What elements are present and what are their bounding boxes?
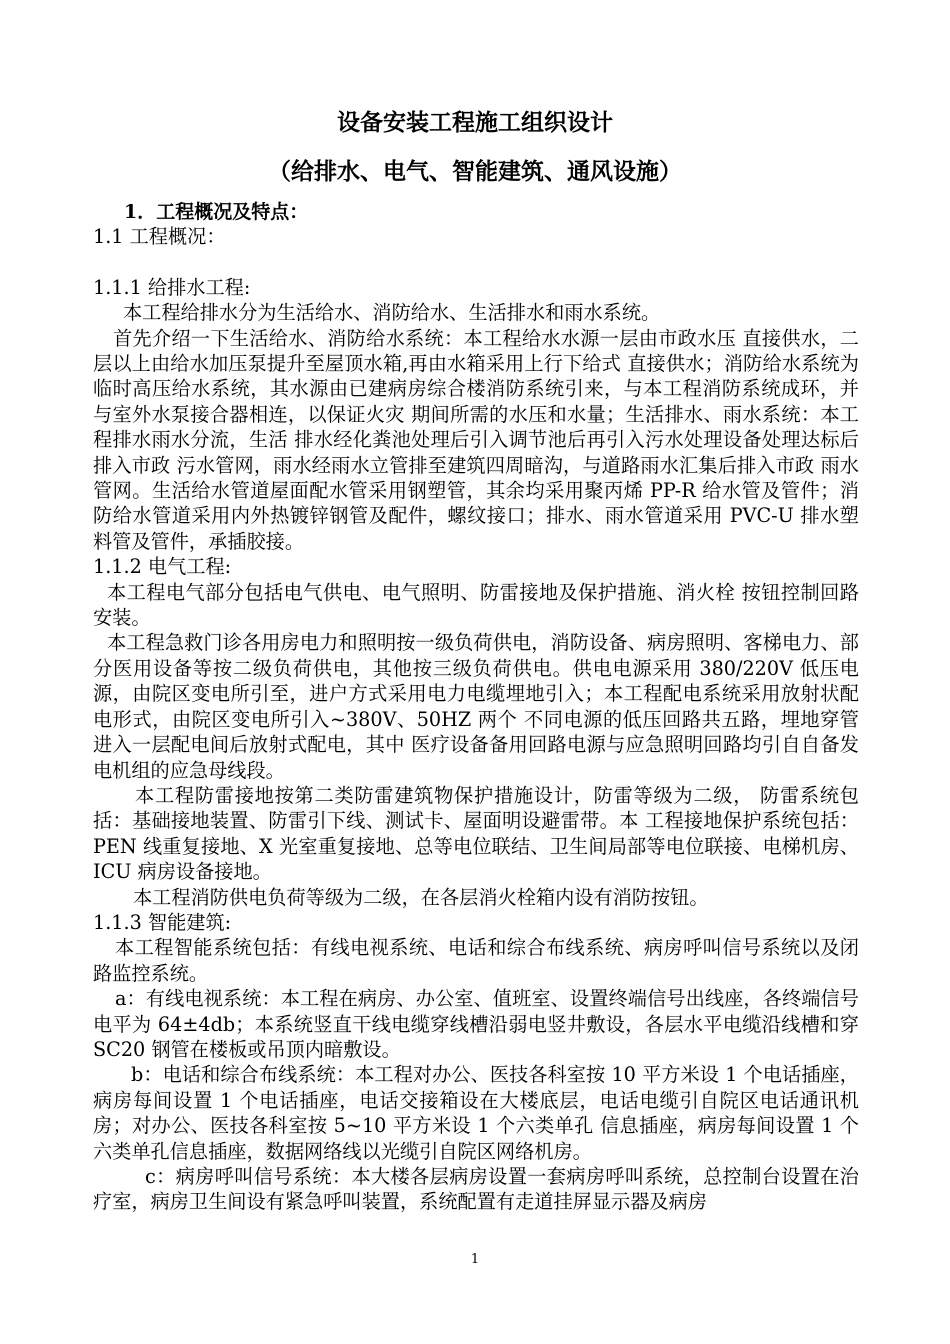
document-title: 设备安装工程施工组织设计 [337, 109, 613, 136]
plumbing-heading: 1.1.1 给排水工程: [93, 275, 251, 299]
electrical-heading: 1.1.2 电气工程: [93, 555, 232, 579]
subsection-heading: 1.1 工程概况： [93, 225, 226, 248]
plumbing-detail-paragraph: 首先介绍一下生活给水、消防给水系统：本工程给水水源一层由市政水压 直接供水，二层以上由给水加压泵提升至屋顶水箱,再由水箱采用上行下给式 直接供水；消防给水系统为临时高压给水系统，其水源由已建病房综合楼消防系统引来，与本工程消防系统成环，并与室外水泵接合器相连，以保证火灾 期间所需的水压和水量；生活排水、雨水系统：本工程排水雨水分流，生活 排水经化粪池处理后引入调节池后再引入污水处理设备处理达标后排入市政 污水管网，雨水经雨水立管排至建筑四周暗沟，与道路雨水汇集后排入市政 雨水管网。生活给水管道屋面配水管采用钢塑管，其余均采用聚丙烯 PP-R 给水管及管件；消防给水管道采用内外热镀锌钢管及配件，螺纹接口；排水、雨水管道采用 PVC-U 排水塑料管及管件，承插胶接。 [93, 326, 859, 553]
cable-tv-paragraph: a：有线电视系统：本工程在病房、办公室、值班室、设置终端信号出线座，各终端信号电平为 64±4db；本系统竖直干线电缆穿线槽沿弱电竖井敷设，各层水平电缆沿线槽和穿 SC20 钢管在楼板或吊顶内暗敷设。 [93, 987, 859, 1061]
lightning-protection-paragraph: 本工程防雷接地按第二类防雷建筑物保护措施设计，防雷等级为二级， 防雷系统包括：基础接地装置、防雷引下线、测试卡、屋面明设避雷带。本 工程接地保护系统包括：PEN 线重复接地、X 光室重复接地、总等电位联结、卫生间局部等电位联接、电梯机房、ICU 病房设备接地。 [93, 783, 859, 884]
document-body [93, 224, 859, 1215]
nurse-call-paragraph: c：病房呼叫信号系统：本大楼各层病房设置一套病房呼叫系统，总控制台设置在治疗室，病房卫生间设有紧急呼叫装置，系统配置有走道挂屏显示器及病房 [93, 1165, 859, 1214]
electrical-load-paragraph: 本工程急救门诊各用房电力和照明按一级负荷供电，消防设备、病房照明、客梯电力、部分医用设备等按二级负荷供电，其他按三级负荷供电。供电电源采用 380/220V 低压电源，由院区变电所引至，进户方式采用电力电缆埋地引入；本工程配电系统采用放射状配电形式，由院区变电所引入~380V、50HZ 两个 不同电源的低压回路共五路，埋地穿管进入一层配电间后放射式配电，其中 医疗设备备用回路电源与应急照明回路均引自自备发电机组的应急母线段。 [93, 631, 859, 782]
document-subtitle: （给排水、电气、智能建筑、通风设施） [268, 158, 682, 185]
fire-power-paragraph: 本工程消防供电负荷等级为二级，在各层消火栓箱内设有消防按钮。 [133, 885, 709, 909]
telephone-cabling-paragraph: b：电话和综合布线系统：本工程对办公、医技各科室按 10 平方米设 1 个电话插座，病房每间设置 1 个电话插座，电话交接箱设在大楼底层，电话电缆引自院区电话通讯机房；对办公、医技各科室按 5~10 平方米设 1 个六类单孔 信息插座，病房每间设置 1 个六类单孔信息插座，数据网络线以光缆引自院区网络机房。 [93, 1063, 859, 1163]
intelligent-building-heading: 1.1.3 智能建筑: [93, 910, 232, 934]
plumbing-intro-paragraph: 本工程给排水分为生活给水、消防给水、生活排水和雨水系统。 [123, 301, 661, 325]
intelligent-scope-paragraph: 本工程智能系统包括：有线电视系统、电话和综合布线系统、病房呼叫信号系统以及闭路监控系统。 [93, 936, 859, 985]
electrical-scope-paragraph: 本工程电气部分包括电气供电、电气照明、防雷接地及保护措施、消火栓 按钮控制回路安装。 [93, 580, 859, 630]
section-heading: 1．工程概况及特点： [124, 201, 309, 223]
page-number: 1 [470, 1252, 480, 1267]
blank-line [93, 249, 859, 274]
